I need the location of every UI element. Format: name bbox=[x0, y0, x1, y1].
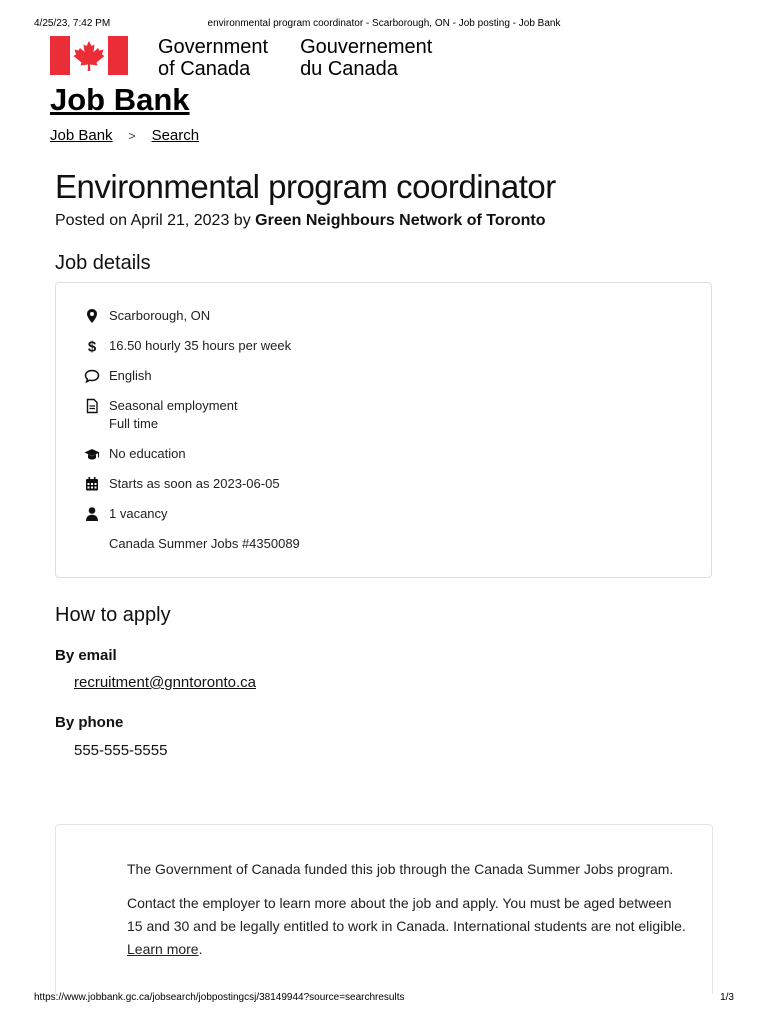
detail-start-date bbox=[83, 475, 280, 493]
employment-type-text: Seasonal employment bbox=[109, 398, 238, 413]
notice-eligibility bbox=[127, 892, 687, 961]
notice-funding-text: The Government of Canada funded this job through the Canada Summer Jobs program. bbox=[127, 861, 674, 877]
csj-notice-panel bbox=[55, 824, 713, 994]
detail-employment bbox=[83, 397, 238, 433]
dollar-icon bbox=[83, 337, 101, 355]
by-phone-label: By phone bbox=[55, 714, 124, 731]
email-link[interactable]: recruitment@gnntoronto.ca bbox=[74, 674, 256, 691]
learn-more-link[interactable]: Learn more bbox=[127, 941, 199, 957]
wordmark-french bbox=[300, 36, 432, 80]
notice-period: . bbox=[198, 941, 203, 957]
job-details-panel bbox=[55, 282, 712, 578]
program-text: Canada Summer Jobs #4350089 bbox=[109, 536, 300, 551]
salary-text: 16.50 hourly 35 hours per week bbox=[109, 338, 292, 353]
breadcrumb bbox=[50, 127, 199, 144]
detail-vacancy bbox=[83, 505, 168, 523]
wordmark-en-line1: Government bbox=[158, 36, 269, 58]
speech-bubble-icon bbox=[83, 367, 101, 385]
page-title: Environmental program coordinator bbox=[55, 168, 556, 205]
print-page-number: 1/3 bbox=[720, 992, 734, 1003]
detail-location bbox=[83, 307, 210, 325]
site-title-link[interactable]: Job Bank bbox=[50, 82, 190, 117]
government-signature bbox=[50, 36, 432, 80]
person-icon bbox=[83, 505, 101, 523]
wordmark-en-line2: of Canada bbox=[158, 58, 251, 80]
detail-program bbox=[83, 535, 300, 553]
detail-education bbox=[83, 445, 186, 463]
detail-language bbox=[83, 367, 152, 385]
by-email-label: By email bbox=[55, 647, 117, 664]
calendar-icon bbox=[83, 475, 101, 493]
employer-name: Green Neighbours Network of Toronto bbox=[255, 212, 546, 229]
graduation-cap-icon bbox=[83, 445, 101, 463]
print-datetime: 4/25/23, 7:42 PM bbox=[34, 18, 111, 29]
canada-flag-icon bbox=[50, 36, 128, 75]
document-icon bbox=[83, 397, 101, 415]
breadcrumb-search[interactable]: Search bbox=[151, 127, 200, 144]
job-details-heading: Job details bbox=[55, 252, 151, 274]
employment-hours-text: Full time bbox=[109, 416, 159, 431]
education-text: No education bbox=[109, 446, 186, 461]
svg-text:$: $ bbox=[87, 338, 97, 354]
print-url: https://www.jobbank.gc.ca/jobsearch/jobpostingcsj/38149944?source=searchresults bbox=[34, 992, 405, 1003]
detail-salary bbox=[83, 337, 291, 355]
how-to-apply-heading: How to apply bbox=[55, 604, 171, 626]
print-doc-title: environmental program coordinator - Scarborough, ON - Job posting - Job Bank bbox=[207, 18, 561, 29]
location-text: Scarborough, ON bbox=[109, 308, 211, 323]
breadcrumb-separator: > bbox=[128, 128, 136, 143]
phone-number: 555-555-5555 bbox=[74, 742, 168, 759]
breadcrumb-job-bank[interactable]: Job Bank bbox=[50, 127, 113, 144]
notice-eligibility-text: Contact the employer to learn more about the job and apply. You must be aged between 15 and 30 and be legally entitled to work in Canada. International students are not eligible. bbox=[127, 895, 686, 934]
wordmark-fr-line1: Gouvernement bbox=[300, 36, 433, 58]
vacancy-text: 1 vacancy bbox=[109, 506, 168, 521]
language-text: English bbox=[109, 368, 152, 383]
map-pin-icon bbox=[83, 307, 101, 325]
wordmark-english bbox=[158, 36, 268, 80]
posted-date: Posted on April 21, 2023 by bbox=[55, 212, 256, 229]
start-date-text: Starts as soon as 2023-06-05 bbox=[109, 476, 280, 491]
wordmark-fr-line2: du Canada bbox=[300, 58, 398, 80]
posted-info bbox=[55, 212, 546, 230]
